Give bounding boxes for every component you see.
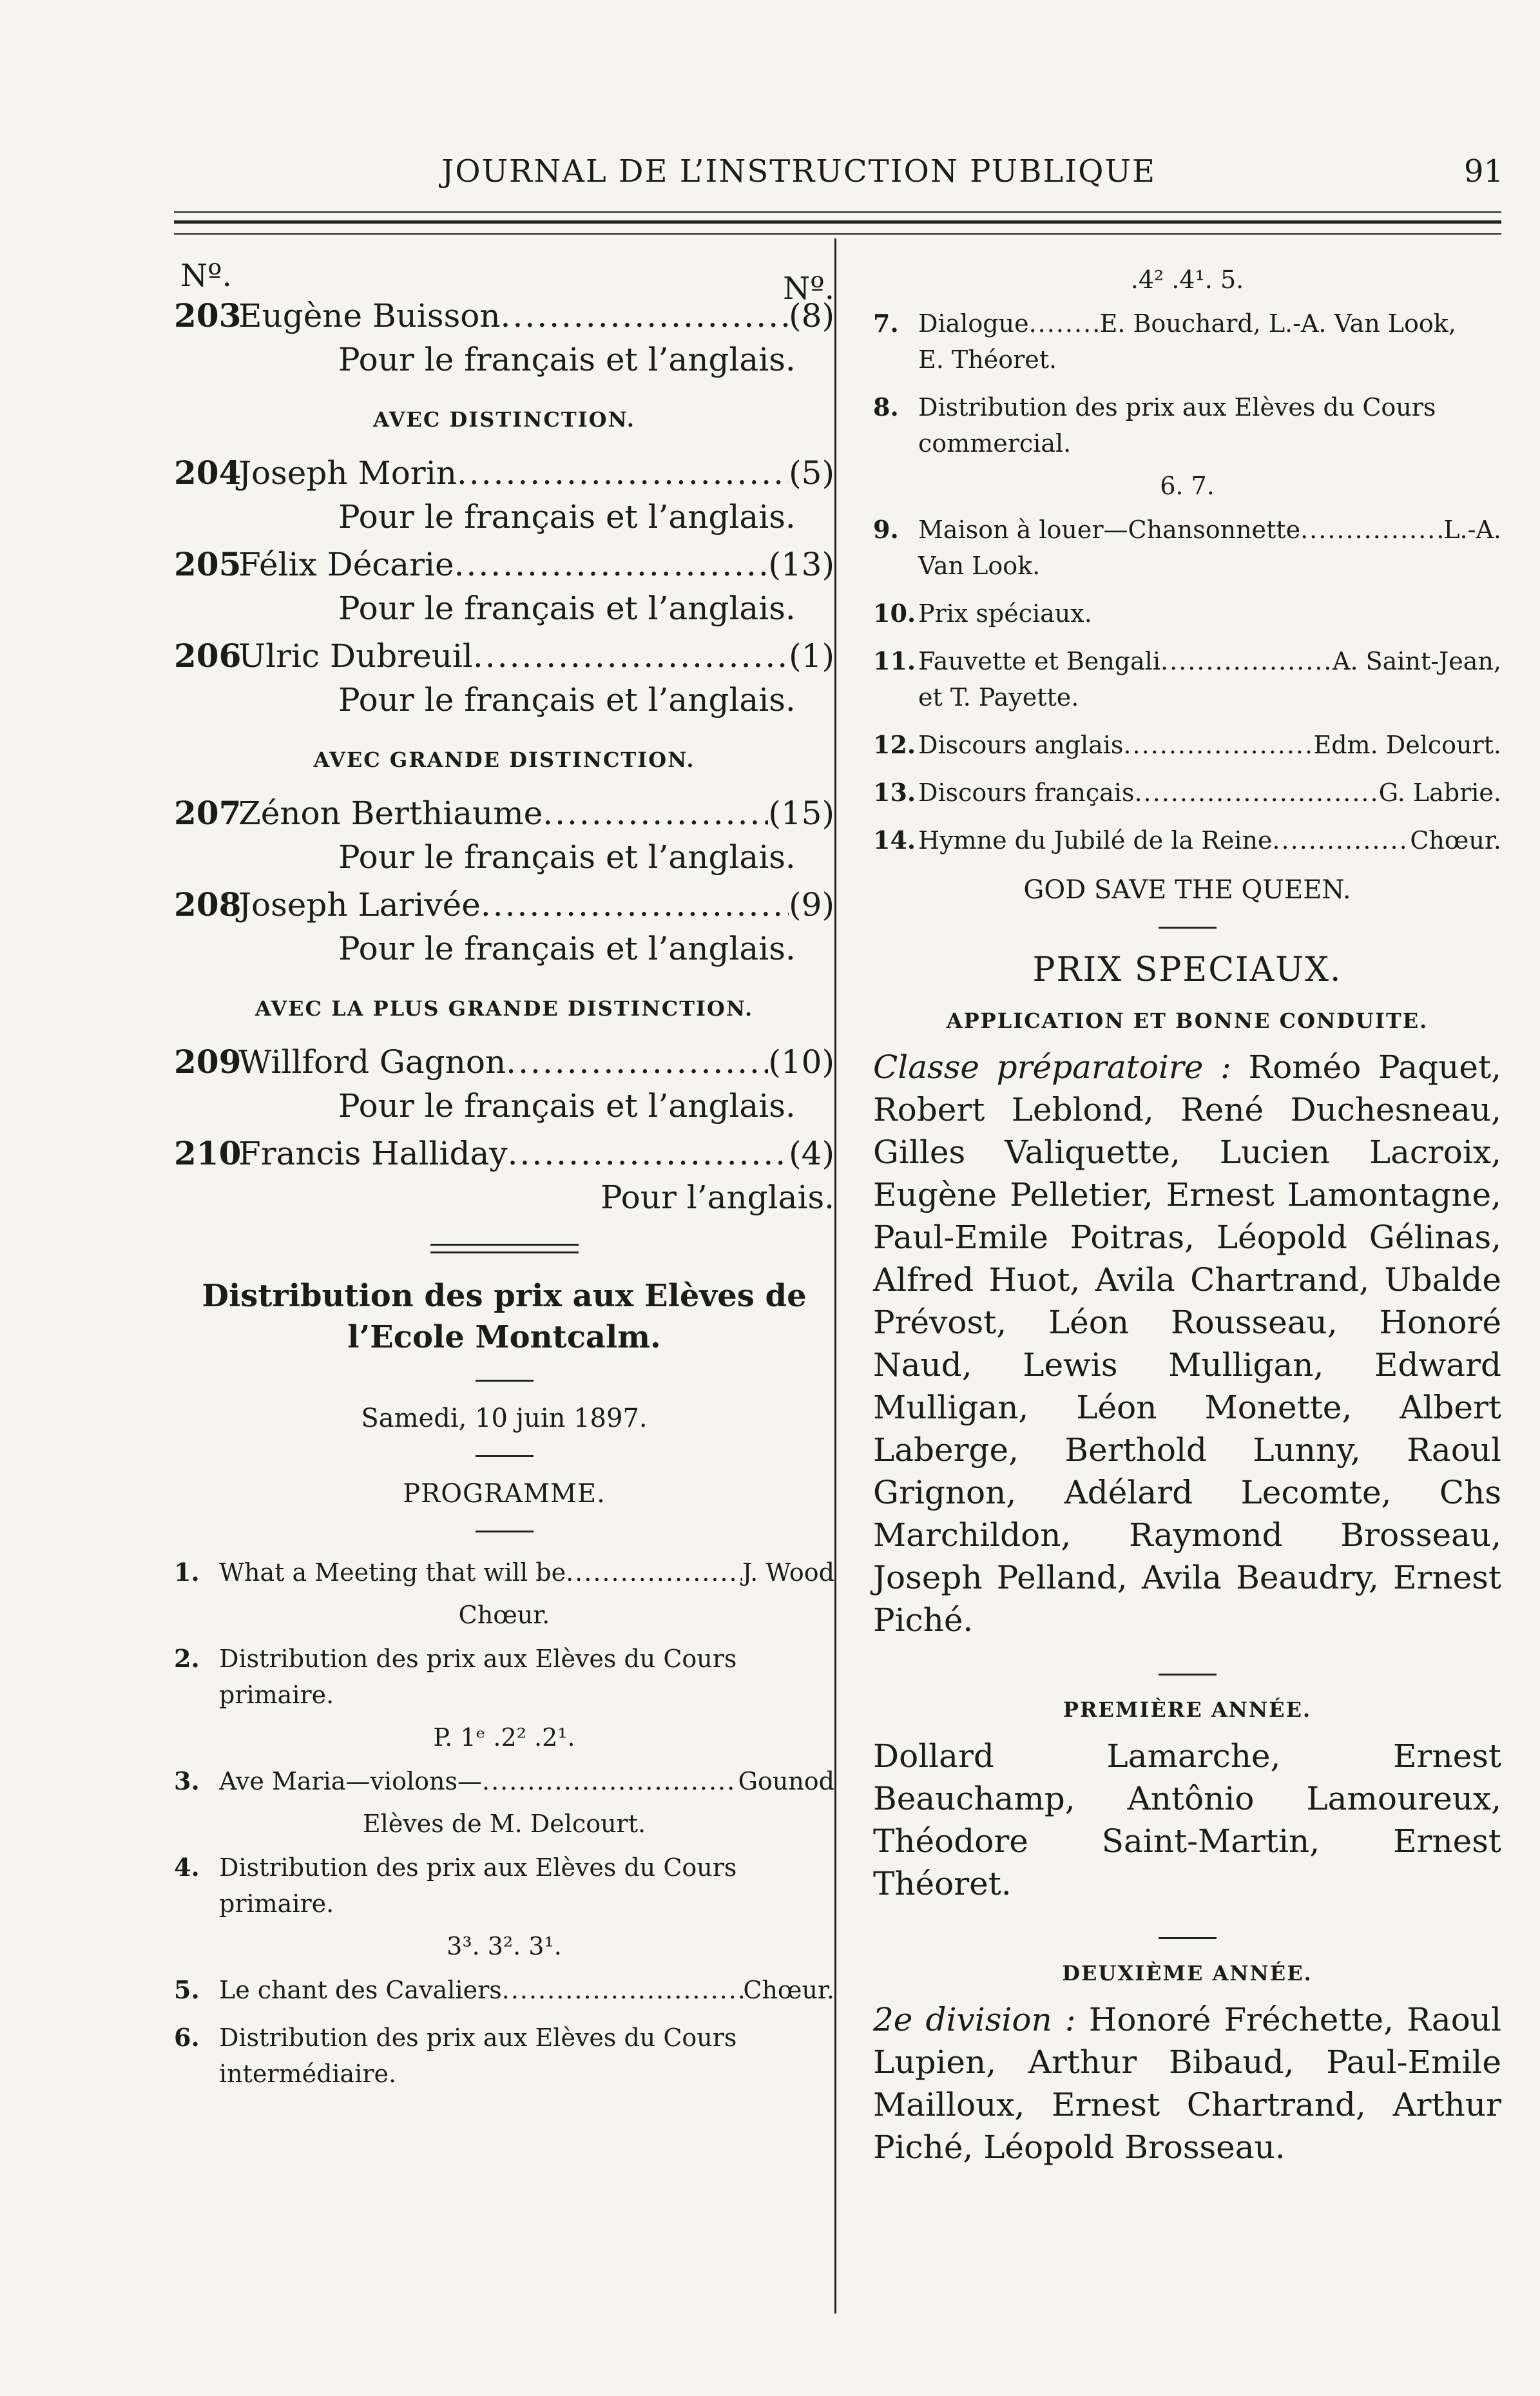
programme-item-title: Le chant des Cavaliers (219, 1976, 502, 2004)
premiere-annee-paragraph: Dollard Lamarche, Ernest Beauchamp, Antônio Lamoureux, Théodore Saint-Martin, Ernest Théoret. (873, 1737, 1501, 1902)
entry-note: Pour le français et l’anglais. (338, 1087, 796, 1125)
number-header (174, 238, 834, 307)
programme-item (873, 305, 1501, 378)
programme-item-sub: Elèves de M. Delcourt. (362, 1810, 646, 1838)
programme-item-title-cont: primaire. (219, 1681, 334, 1709)
short-rule (476, 1380, 534, 1382)
student-entry (174, 1040, 834, 1128)
programme-item-title-cont: commercial. (918, 429, 1072, 458)
programme-item-number: 11. (873, 646, 916, 675)
deuxieme-annee-heading: DEUXIÈME ANNÉE. (1062, 1961, 1313, 1985)
programme-item-performer: Chœur. (1410, 826, 1501, 855)
classe-preparatoire-paragraph (873, 1046, 1501, 1641)
student-entry (174, 634, 834, 722)
short-rule (476, 1455, 534, 1457)
programme-item-performer: J. Wood (742, 1558, 834, 1587)
programme-item-title-cont: E. Théoret. (918, 345, 1057, 374)
section-heading-grande-distinction: AVEC GRANDE DISTINCTION. (313, 748, 695, 772)
division-names: Honoré Fréchette, Raoul Lupien, Arthur Bibaud, Paul-Emile Mailloux, Ernest Chartrand, Arthur Piché, Léopold Brosseau. (873, 2001, 1501, 2166)
programme-item (174, 1554, 834, 1590)
programme-item (873, 775, 1501, 811)
right-column (838, 238, 1501, 2169)
entry-score: (5) (789, 454, 834, 492)
programme-item (873, 389, 1501, 461)
programme-item-title-cont: primaire. (219, 1889, 334, 1918)
distribution-title-line1: Distribution des prix aux Elèves de (202, 1278, 807, 1314)
entry-number: 208 (174, 885, 242, 923)
classe-label: Classe préparatoire : (873, 1048, 1231, 1086)
programme-item-title: Discours anglais (918, 731, 1124, 759)
entry-name: Joseph Morin (238, 454, 457, 492)
programme-item-sub: Chœur. (458, 1601, 550, 1629)
event-date: Samedi, 10 juin 1897. (361, 1404, 648, 1433)
entry-number: 203 (174, 296, 242, 334)
prix-speciaux-heading: PRIX SPECIAUX. (1032, 951, 1342, 989)
student-entry (174, 451, 834, 539)
programme-item-title: Distribution des prix aux Elèves du Cours (219, 1645, 737, 1673)
programme-item-number: 6. (174, 2023, 200, 2052)
entry-number: 204 (174, 454, 242, 492)
programme-item-title: Prix spéciaux. (918, 599, 1092, 628)
programme-item-title: Hymne du Jubilé de la Reine (918, 826, 1273, 855)
header-rule-lower (174, 233, 1501, 235)
student-entry (174, 543, 834, 630)
programme-item (873, 822, 1501, 858)
programme-item-sub: 3³. 3². 3¹. (447, 1932, 562, 1960)
entry-name: Félix Décarie (238, 546, 454, 583)
programme-item-title-cont: intermédiaire. (219, 2060, 397, 2088)
programme-item-performer: G. Labrie. (1378, 778, 1501, 807)
programme-marks: .4² .4¹. 5. (1130, 266, 1244, 294)
header-rule-thin (174, 211, 1501, 213)
entry-score: (13) (768, 546, 834, 583)
short-rule (1159, 1937, 1217, 1939)
number-header-left: Nº. (180, 258, 232, 294)
entry-score: (15) (768, 795, 834, 832)
programme-item (174, 1763, 834, 1799)
programme-item (174, 1972, 834, 2008)
programme-item-sub: P. 1ᵉ .2² .2¹. (433, 1723, 575, 1752)
programme-item (174, 1850, 834, 1922)
short-rule (476, 1531, 534, 1532)
entry-note: Pour le français et l’anglais. (338, 498, 796, 536)
programme-heading: PROGRAMME. (403, 1479, 606, 1509)
student-entry (174, 883, 834, 971)
entry-score: (8) (789, 297, 834, 334)
left-column (174, 238, 834, 2092)
programme-item-performer: Edm. Delcourt. (1313, 731, 1501, 759)
header-rule-thick (174, 220, 1501, 224)
programme-item-performer: Gounod (738, 1767, 834, 1795)
deuxieme-annee-paragraph (873, 1998, 1501, 2169)
programme-item-number: 3. (174, 1766, 200, 1795)
programme-item-number: 8. (873, 392, 899, 421)
programme-item-number: 14. (873, 826, 916, 855)
entry-number: 209 (174, 1043, 242, 1081)
short-rule (1159, 1674, 1217, 1676)
programme-item-title: Discours français (918, 778, 1135, 807)
double-rule-divider (430, 1244, 579, 1253)
student-entry (174, 1132, 834, 1219)
programme-item-number: 12. (873, 730, 916, 759)
page-number: 91 (1464, 153, 1504, 189)
programme-item-title-cont: Van Look. (918, 552, 1041, 580)
entry-note: Pour le français et l’anglais. (338, 590, 796, 627)
programme-item-performer: E. Bouchard, L.-A. Van Look, (1099, 309, 1456, 338)
entry-score: (9) (789, 886, 834, 923)
entry-number: 210 (174, 1134, 242, 1172)
entry-name: Ulric Dubreuil (238, 637, 473, 675)
section-heading-distinction: AVEC DISTINCTION. (373, 407, 635, 432)
programme-item (873, 512, 1501, 584)
entry-note: Pour l’anglais. (601, 1179, 834, 1216)
page-header-title: JOURNAL DE L’INSTRUCTION PUBLIQUE (441, 153, 1157, 189)
programme-item (873, 727, 1501, 763)
classe-names: Roméo Paquet, Robert Leblond, René Duchesneau, Gilles Valiquette, Lucien Lacroix, Eugène Pelletier, Ernest Lamontagne, Paul-Emile Poitras, Léopold Gélinas, Alfred Huot, Avila Chartrand, Ubalde Prévost, Léon Rousseau, Honoré Naud, Lewis Mulligan, Edward Mulligan, Léon Monette, Albert Laberge, Berthold Lunny, Raoul Grignon, Adélard Lecomte, Chs Marchildon, Raymond Brosseau, Joseph Pelland, Avila Beaudry, Ernest Piché. (873, 1048, 1501, 1639)
student-entry (174, 791, 834, 879)
column-divider (834, 238, 836, 2314)
programme-item-number: 9. (873, 515, 899, 544)
distribution-title-line2: l’Ecole Montcalm. (347, 1319, 661, 1355)
programme-item-performer: A. Saint-Jean, (1333, 647, 1501, 675)
student-entry (174, 294, 834, 382)
programme-item-number: 13. (873, 778, 916, 807)
short-rule (1159, 927, 1217, 929)
programme-marks: 6. 7. (1160, 472, 1215, 500)
programme-item-title: Distribution des prix aux Elèves du Cours (918, 393, 1436, 421)
closing-anthem: GOD SAVE THE QUEEN. (1023, 875, 1351, 905)
section-heading-plus-grande-distinction: AVEC LA PLUS GRANDE DISTINCTION. (255, 996, 754, 1021)
entry-note: Pour le français et l’anglais. (338, 681, 796, 719)
number-header-right: Nº. (783, 271, 834, 307)
programme-item-number: 2. (174, 1644, 200, 1673)
programme-item-title: Maison à louer—Chansonnette (918, 516, 1301, 544)
entry-score: (4) (789, 1135, 834, 1172)
programme-item (873, 595, 1501, 632)
entry-note: Pour le français et l’anglais. (338, 838, 796, 876)
programme-item-title: Ave Maria—violons— (219, 1767, 482, 1795)
programme-item (174, 2020, 834, 2092)
entry-note: Pour le français et l’anglais. (338, 930, 796, 967)
application-heading: APPLICATION ET BONNE CONDUITE. (946, 1009, 1429, 1033)
programme-item-performer: L.-A. (1443, 516, 1501, 544)
programme-item-title: Distribution des prix aux Elèves du Cours (219, 2024, 737, 2052)
programme-item (174, 1641, 834, 1713)
programme-item-title: What a Meeting that will be (219, 1558, 566, 1587)
programme-item-title: Distribution des prix aux Elèves du Cours (219, 1853, 737, 1882)
programme-item-performer: Chœur. (743, 1976, 834, 2004)
entry-name: Zénon Berthiaume (238, 795, 543, 832)
programme-item-number: 5. (174, 1975, 200, 2004)
division-label: 2e division : (873, 2001, 1076, 2038)
entry-name: Willford Gagnon (238, 1043, 506, 1081)
entry-score: (10) (768, 1043, 834, 1081)
entry-note: Pour le français et l’anglais. (338, 341, 796, 378)
entry-number: 207 (174, 794, 242, 832)
entry-number: 206 (174, 637, 242, 675)
programme-item-title: Fauvette et Bengali (918, 647, 1160, 675)
entry-name: Eugène Buisson (238, 297, 501, 334)
programme-item-number: 10. (873, 599, 916, 628)
programme-item-number: 4. (174, 1853, 200, 1882)
entry-score: (1) (789, 637, 834, 675)
entry-number: 205 (174, 545, 242, 583)
programme-item-title-cont: et T. Payette. (918, 683, 1079, 711)
entry-name: Joseph Larivée (238, 886, 481, 923)
entry-name: Francis Halliday (238, 1135, 508, 1172)
programme-item (873, 643, 1501, 715)
premiere-annee-heading: PREMIÈRE ANNÉE. (1063, 1697, 1312, 1722)
programme-item-title: Dialogue (918, 309, 1029, 338)
programme-item-number: 7. (873, 309, 899, 338)
programme-item-number: 1. (174, 1558, 200, 1587)
